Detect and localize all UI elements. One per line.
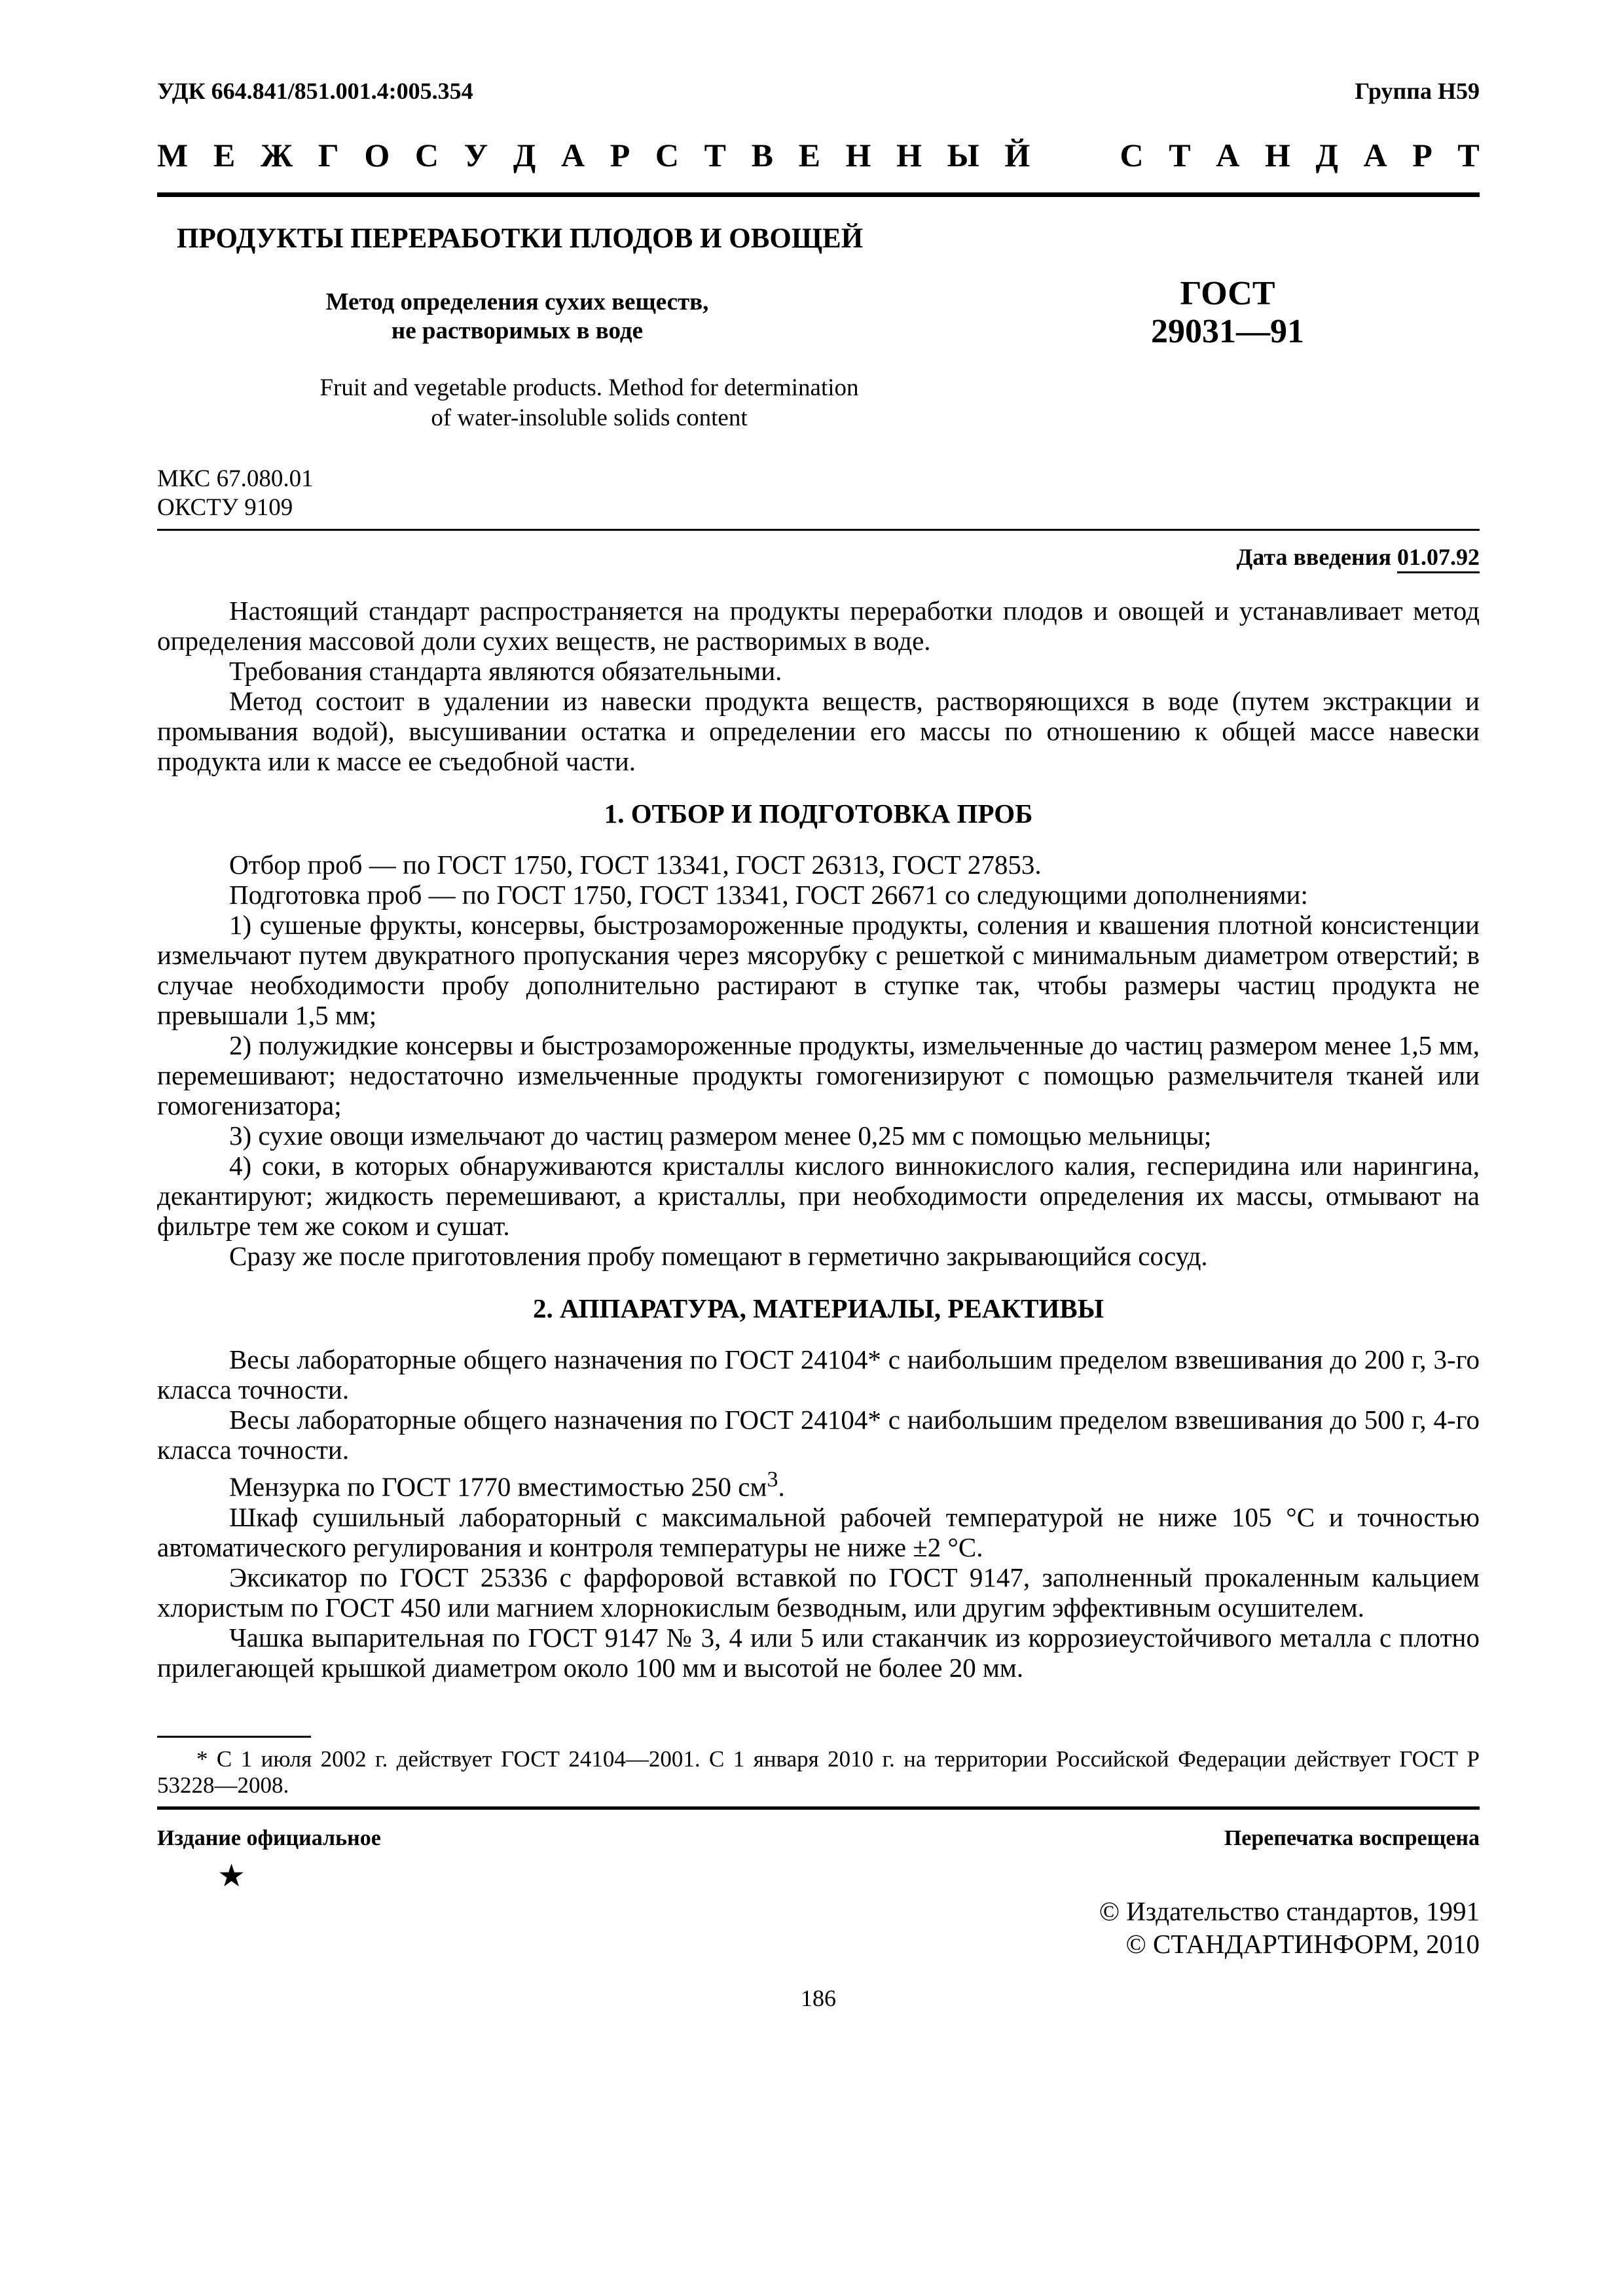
title-rule <box>157 529 1480 531</box>
copyright-block <box>1099 1895 1480 1960</box>
intro-paragraph: Требования стандарта являются обязательными. <box>229 656 782 686</box>
page-header <box>157 77 1480 117</box>
copyright-line-2: © СТАНДАРТИНФОРМ, 2010 <box>1125 1929 1480 1959</box>
subtitle-line-1: Метод определения сухих веществ, <box>325 289 709 315</box>
udk-code: УДК 664.841/851.001.4:005.354 <box>157 78 473 104</box>
classification-codes <box>157 465 314 522</box>
banner-letter: Е <box>213 137 236 173</box>
banner-letter: У <box>464 137 488 173</box>
footnote-separator <box>157 1736 311 1738</box>
banner-letter: Й <box>1004 137 1030 173</box>
intro-date-value: 01.07.92 <box>1397 544 1480 573</box>
banner-letter: Т <box>1169 137 1191 173</box>
section-1-paragraph: 3) сухие овощи измельчают до частиц размером менее 0,25 мм с помощью мельницы; <box>229 1121 1212 1151</box>
banner-letter: Д <box>1315 137 1338 173</box>
official-edition-label: Издание официальное <box>157 1826 381 1850</box>
gost-designation <box>1142 275 1313 351</box>
intro-paragraph: Метод состоит в удалении из навески продукта веществ, растворяющихся в воде (путем экстракции и промывания водой), высушивании остатка и определении его массы по отношению к общей массе навески продукта или к массе ее съедобной части. <box>157 686 1480 776</box>
banner-letter: А <box>1363 137 1387 173</box>
interstate-standard-banner <box>157 136 1480 182</box>
banner-letter: Н <box>896 137 922 173</box>
section-2-paragraph: Эксикатор по ГОСТ 25336 с фарфоровой вставкой по ГОСТ 9147, заполненный прокаленным кальцием хлористым по ГОСТ 450 или магнием хлорнокислым безводным, или другим эффективным осушителем. <box>157 1562 1480 1623</box>
superscript: 3 <box>767 1467 778 1492</box>
subtitle-line-2: не растворимых в воде <box>391 317 644 344</box>
banner-letter: В <box>751 137 773 173</box>
mks-code: МКС 67.080.01 <box>157 465 314 492</box>
intro-paragraph: Настоящий стандарт распространяется на продукты переработки плодов и овощей и устанавливает метод определения массовой доли сухих веществ, не растворимых в воде. <box>157 596 1480 656</box>
gost-number: 29031—91 <box>1151 313 1304 350</box>
introduction-date <box>1237 543 1480 571</box>
okstu-code: ОКСТУ 9109 <box>157 494 293 521</box>
footer-rule <box>157 1806 1480 1810</box>
section-2-paragraph: Весы лабораторные общего назначения по ГОСТ 24104* с наибольшим пределом взвешивания до 500 г, 4-го класса точности. <box>157 1405 1480 1465</box>
section-2-paragraph: Чашка выпарительная по ГОСТ 9147 № 3, 4 или 5 или стаканчик из коррозиеустойчивого металла с плотно прилегающей крышкой диаметром около 100 мм и высотой не более 20 мм. <box>157 1622 1480 1683</box>
gost-label: ГОСТ <box>1180 275 1275 312</box>
group-code: Группа Н59 <box>1355 78 1480 104</box>
graduated-cylinder-text: Мензурка по ГОСТ 1770 вместимостью 250 см <box>229 1471 767 1502</box>
banner-letter: Г <box>318 137 339 173</box>
banner-letter: Д <box>513 137 536 173</box>
section-1-paragraph: Подготовка проб — по ГОСТ 1750, ГОСТ 13341, ГОСТ 26671 со следующими дополнениями: <box>229 880 1308 910</box>
banner-letter: А <box>560 137 585 173</box>
reprint-prohibited-label: Перепечатка воспрещена <box>1224 1826 1480 1850</box>
banner-letter: Н <box>845 137 871 173</box>
banner-letter: Т <box>1457 137 1480 173</box>
banner-letter: Ж <box>260 137 293 173</box>
star-icon: ★ <box>217 1859 246 1893</box>
banner-letter: А <box>1216 137 1240 173</box>
document-subtitle <box>314 288 720 346</box>
english-title-line-1: Fruit and vegetable products. Method for determination <box>319 374 859 401</box>
section-2-heading: 2. АППАРАТУРА, МАТЕРИАЛЫ, РЕАКТИВЫ <box>533 1293 1104 1323</box>
banner-letter: Ы <box>947 137 979 173</box>
intro-date-label: Дата введения <box>1236 544 1391 570</box>
page-number: 186 <box>801 1985 836 2011</box>
banner-letter: С <box>655 137 679 173</box>
section-2-paragraph: Шкаф сушильный лабораторный с максимальной рабочей температурой не ниже 105 °С и точностью автоматического регулирования и контроля температуры не ниже ±2 °С. <box>157 1501 1480 1562</box>
banner-letter: О <box>364 137 390 173</box>
section-1-paragraph: Сразу же после приготовления пробу помещают в герметично закрывающийся сосуд. <box>229 1241 1208 1271</box>
english-title <box>236 373 943 433</box>
section-1-paragraph: 4) соки, в которых обнаруживаются кристаллы кислого виннокислого калия, гесперидина или нарингина, декантируют; жидкость перемешивают, а кристаллы, при необходимости определения их массы, отмывают на фильтре тем же соком и сушат. <box>157 1151 1480 1241</box>
banner-letter: М <box>157 137 189 173</box>
document-page <box>157 0 1480 2296</box>
document-body <box>157 596 1480 1683</box>
banner-letter: Р <box>610 137 630 173</box>
copyright-line-1: © Издательство стандартов, 1991 <box>1099 1896 1480 1926</box>
section-1-paragraph: 1) сушеные фрукты, консервы, быстрозамороженные продукты, соления и квашения плотной консистенции измельчают путем двукратного пропускания через мясорубку с решеткой с минимальным диаметром отверстий; в случае необходимости пробу дополнительно растирают в ступке так, чтобы размеры частиц продукта не превышали 1,5 мм; <box>157 910 1480 1030</box>
banner-letter: Е <box>798 137 820 173</box>
section-1-heading: 1. ОТБОР И ПОДГОТОВКА ПРОБ <box>604 798 1033 829</box>
header-rule <box>157 192 1480 197</box>
section-1-paragraph: 2) полужидкие консервы и быстрозамороженные продукты, измельченные до частиц размером менее 1,5 мм, перемешивают; недостаточно измельченные продукты гомогенизируют с помощью размельчителя тканей или гомогенизатора; <box>157 1030 1480 1121</box>
period: . <box>778 1471 785 1502</box>
english-title-line-2: of water-insoluble solids content <box>431 404 748 431</box>
banner-letter: Р <box>1412 137 1432 173</box>
banner-letter: Н <box>1264 137 1290 173</box>
banner-word-gap <box>1055 136 1095 182</box>
banner-letter: С <box>414 137 439 173</box>
section-1-paragraph: Отбор проб — по ГОСТ 1750, ГОСТ 13341, ГОСТ 26313, ГОСТ 27853. <box>229 850 1042 880</box>
document-title: ПРОДУКТЫ ПЕРЕРАБОТКИ ПЛОДОВ И ОВОЩЕЙ <box>177 223 864 254</box>
section-2-paragraph: Весы лабораторные общего назначения по ГОСТ 24104* с наибольшим пределом взвешивания до 200 г, 3-го класса точности. <box>157 1344 1480 1405</box>
banner-letter: С <box>1120 137 1144 173</box>
section-2-paragraph <box>157 1465 1480 1502</box>
footnote: * С 1 июля 2002 г. действует ГОСТ 24104—2001. С 1 января 2010 г. на территории Российской Федерации действует ГОСТ Р 53228—2008. <box>157 1746 1480 1798</box>
banner-letter: Т <box>704 137 726 173</box>
